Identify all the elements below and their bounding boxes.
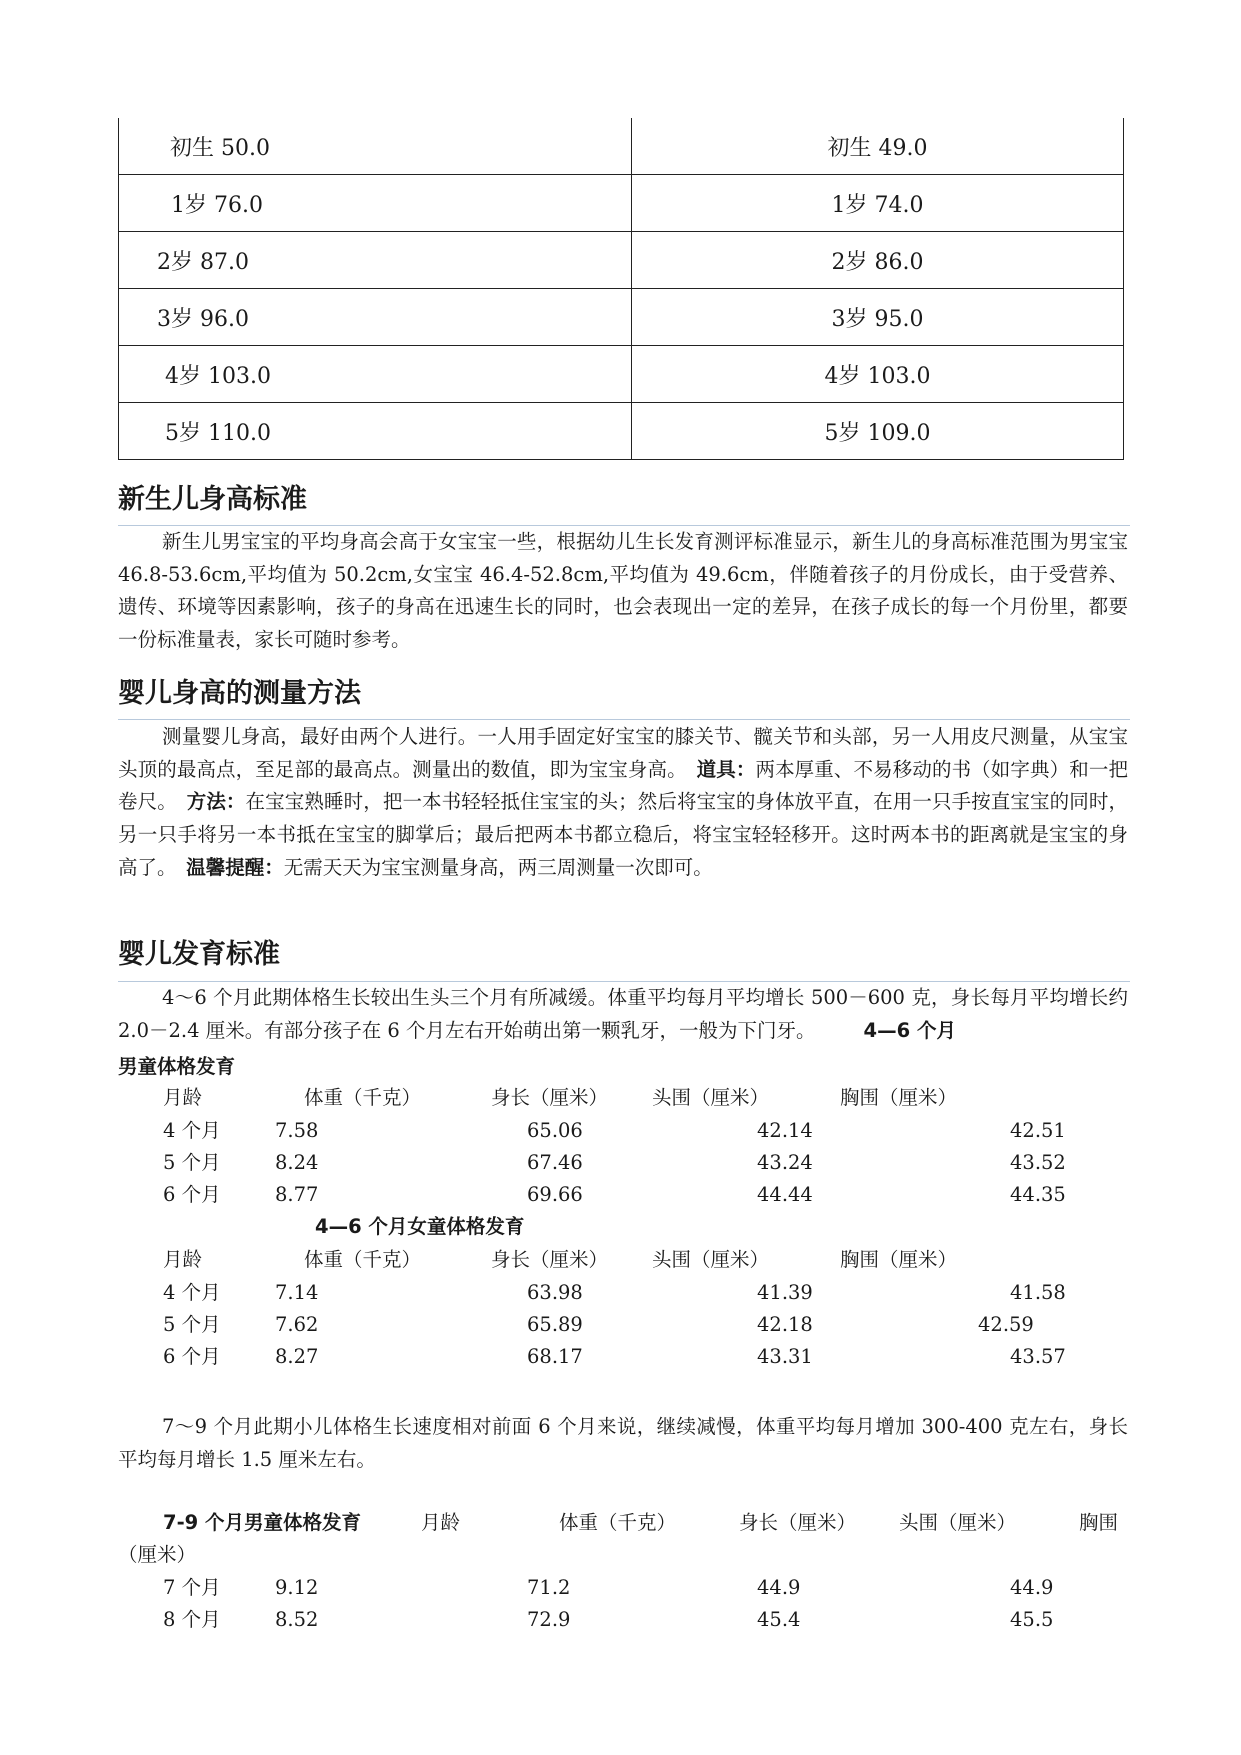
header-chest: 胸围（厘米） [840, 1248, 958, 1271]
newborn-height-paragraph: 新生儿男宝宝的平均身高会高于女宝宝一些，根据幼儿生长发育测评标准显示，新生儿的身高标准范围为男宝宝 46.8-53.6cm,平均值为 50.2cm,女宝宝 46.4-52.8cm,平均值为 49.6cm，伴随着孩子的月份成长，由于受营养、遗传、环境等因素影响，孩子的身高在迅速生长的同时，也会表现出一定的差异，在孩子成长的每一个月份里，都要一份标准量表，家长可随时参考。 [118, 530, 1128, 652]
cell-head: 41.39 [757, 1281, 813, 1304]
boys-4-6-title-a: 4—6 个月 [863, 1018, 956, 1042]
tip-text: 无需天天为宝宝测量身高，两三周测量一次即可。 [283, 855, 713, 879]
girls-4-6-title: 4—6 个月女童体格发育 [315, 1215, 525, 1238]
table-row [119, 175, 1124, 232]
cell-length: 71.2 [527, 1576, 571, 1599]
cell-age: 7 个月 [163, 1576, 221, 1599]
cell-length: 72.9 [527, 1608, 571, 1631]
girl-height-cell: 3岁 95.0 [632, 289, 1124, 346]
cell-weight: 8.27 [275, 1345, 319, 1368]
table-row [119, 232, 1124, 289]
boy-height-cell: 初生 50.0 [119, 118, 632, 175]
cell-age: 8 个月 [163, 1608, 221, 1631]
section-title-newborn-height: 新生儿身高标准 [118, 484, 307, 515]
header-head: 头围（厘米） [652, 1086, 770, 1109]
label-tools: 道具： [696, 757, 756, 781]
boy-height-cell: 1岁 76.0 [119, 175, 632, 232]
cell-age: 6 个月 [163, 1345, 221, 1368]
cell-length: 63.98 [527, 1281, 583, 1304]
cell-weight: 7.58 [275, 1119, 319, 1142]
boy-height-cell: 2岁 87.0 [119, 232, 632, 289]
table-row [119, 403, 1124, 460]
boys-4-6-title-b: 男童体格发育 [118, 1055, 236, 1078]
header-age: 月龄 [163, 1086, 203, 1109]
tools-text: 两本厚重、不易移动的书（如字典）和一把卷尺。 [118, 757, 1128, 814]
cell-age: 4 个月 [163, 1281, 221, 1304]
cell-head: 45.4 [757, 1608, 801, 1631]
cell-weight: 7.62 [275, 1313, 319, 1336]
header-length: 身长（厘米） [491, 1248, 609, 1271]
cell-length: 69.66 [527, 1183, 583, 1206]
cell-weight: 8.52 [275, 1608, 319, 1631]
development-intro-paragraph [118, 982, 1128, 1047]
header-weight: 体重（千克） [304, 1248, 422, 1271]
method-steps-text: 在宝宝熟睡时，把一本书轻轻抵住宝宝的头；然后将宝宝的身体放平直，在用一只手按直宝宝的同时，另一只手将另一本书抵在宝宝的脚掌后；最后把两本书都立稳后，将宝宝轻轻移开。这时两本书的距离就是宝宝的身高了。 [118, 790, 1128, 879]
girl-height-cell: 初生 49.0 [632, 118, 1124, 175]
cell-chest: 45.5 [1010, 1608, 1054, 1631]
cell-weight: 8.24 [275, 1151, 319, 1174]
cell-head: 43.24 [757, 1151, 813, 1174]
cell-chest: 43.52 [1010, 1151, 1066, 1174]
cell-length: 67.46 [527, 1151, 583, 1174]
cell-length: 65.06 [527, 1119, 583, 1142]
header-age: 月龄 [163, 1248, 203, 1271]
cell-chest: 43.57 [1010, 1345, 1066, 1368]
cell-chest: 41.58 [1010, 1281, 1066, 1304]
table-row [119, 346, 1124, 403]
intro-text: 4～6 个月此期体格生长较出生头三个月有所减缓。体重平均每月平均增长 500－600 克，身长每月平均增长约 2.0－2.4 厘米。有部分孩子在 6 个月左右开始萌出第一颗乳牙，一般为下门牙。 [118, 986, 1128, 1042]
cell-chest: 42.59 [978, 1313, 1034, 1336]
girl-height-cell: 4岁 103.0 [632, 346, 1124, 403]
height-table [118, 118, 1124, 460]
header-length: 身长（厘米） [491, 1086, 609, 1109]
cell-chest: 44.9 [1010, 1576, 1054, 1599]
boy-height-cell: 5岁 110.0 [119, 403, 632, 460]
cell-head: 43.31 [757, 1345, 813, 1368]
cell-age: 5 个月 [163, 1313, 221, 1336]
cell-weight: 9.12 [275, 1576, 319, 1599]
header-age: 月龄 [421, 1511, 461, 1534]
label-tip: 温馨提醒： [186, 855, 284, 879]
cell-age: 5 个月 [163, 1151, 221, 1174]
cell-head: 44.44 [757, 1183, 813, 1206]
section-divider [118, 719, 1130, 720]
cell-weight: 8.77 [275, 1183, 319, 1206]
girl-height-cell: 2岁 86.0 [632, 232, 1124, 289]
header-chest-unit: （厘米） [118, 1543, 197, 1566]
cell-length: 65.89 [527, 1313, 583, 1336]
header-length: 身长（厘米） [739, 1511, 857, 1534]
cell-age: 6 个月 [163, 1183, 221, 1206]
cell-weight: 7.14 [275, 1281, 319, 1304]
table-row [119, 118, 1124, 175]
header-head: 头围（厘米） [652, 1248, 770, 1271]
table-row [119, 289, 1124, 346]
cell-chest: 42.51 [1010, 1119, 1066, 1142]
cell-head: 44.9 [757, 1576, 801, 1599]
method-text: 测量婴儿身高，最好由两个人进行。一人用手固定好宝宝的膝关节、髋关节和头部，另一人用皮尺测量，从宝宝头顶的最高点，至足部的最高点。测量出的数值，即为宝宝身高。 [118, 725, 1128, 781]
boys-7-9-title: 7-9 个月男童体格发育 [163, 1511, 362, 1534]
intro-7-9-paragraph: 7～9 个月此期小儿体格生长速度相对前面 6 个月来说，继续减慢，体重平均每月增加 300-400 克左右，身长平均每月增长 1.5 厘米左右。 [118, 1415, 1128, 1471]
header-chest: 胸围 [1079, 1511, 1119, 1534]
section-title-infant-development: 婴儿发育标准 [118, 939, 280, 970]
header-weight: 体重（千克） [559, 1511, 677, 1534]
cell-head: 42.14 [757, 1119, 813, 1142]
cell-age: 4 个月 [163, 1119, 221, 1142]
header-head: 头围（厘米） [899, 1511, 1017, 1534]
cell-chest: 44.35 [1010, 1183, 1066, 1206]
boy-height-cell: 3岁 96.0 [119, 289, 632, 346]
girl-height-cell: 1岁 74.0 [632, 175, 1124, 232]
label-method: 方法： [186, 790, 246, 814]
girl-height-cell: 5岁 109.0 [632, 403, 1124, 460]
header-chest: 胸围（厘米） [840, 1086, 958, 1109]
boy-height-cell: 4岁 103.0 [119, 346, 632, 403]
cell-length: 68.17 [527, 1345, 583, 1368]
cell-head: 42.18 [757, 1313, 813, 1336]
header-weight: 体重（千克） [304, 1086, 422, 1109]
measurement-method-paragraph [118, 721, 1128, 885]
section-title-measurement-method: 婴儿身高的测量方法 [118, 678, 361, 709]
